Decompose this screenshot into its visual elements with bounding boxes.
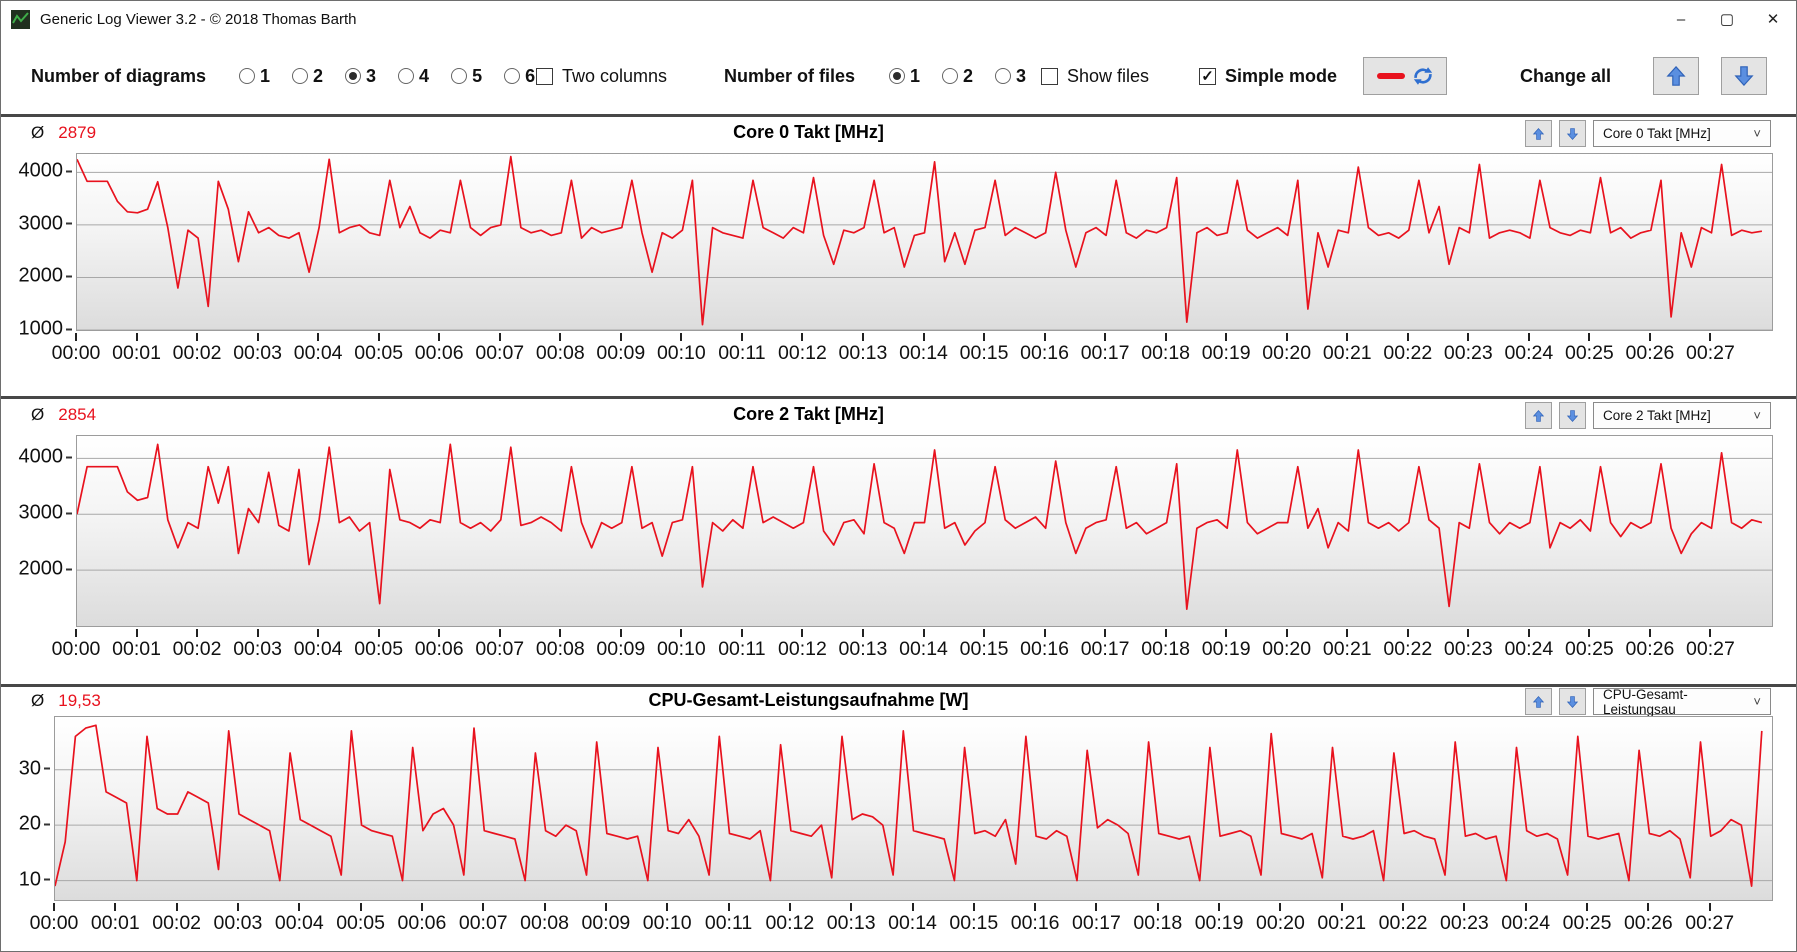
panel-header (1, 687, 1796, 715)
radio-circle-icon[interactable] (995, 68, 1011, 84)
x-axis-tick (1402, 903, 1404, 911)
x-axis-tick (75, 333, 77, 341)
x-axis-tick-label: 00:01 (90, 912, 140, 934)
x-axis-tick (1225, 333, 1227, 341)
x-axis-tick-label: 00:13 (826, 912, 876, 934)
show-files-checkbox[interactable]: Show files (1041, 38, 1149, 114)
x-axis-tick-label: 00:10 (642, 912, 692, 934)
x-axis-tick (983, 333, 985, 341)
panel-controls (1525, 120, 1771, 147)
y-axis (1, 716, 50, 901)
chart-canvas (77, 436, 1772, 626)
x-axis-tick-label: 00:25 (1564, 638, 1614, 660)
maximize-button[interactable]: ▢ (1704, 1, 1750, 37)
x-axis-tick-label: 00:00 (51, 342, 101, 364)
radio-diagrams-5[interactable] (451, 66, 482, 87)
x-axis-tick (1709, 629, 1711, 637)
x-axis-tick-label: 00:15 (959, 342, 1009, 364)
panel-controls (1525, 688, 1771, 715)
radio-option-label: 5 (472, 65, 483, 86)
x-axis-tick-label: 00:09 (596, 638, 646, 660)
y-axis-tick-label: 3000 (19, 502, 73, 525)
x-axis-tick (620, 333, 622, 341)
x-axis-tick-label: 00:06 (397, 912, 447, 934)
x-axis-tick (1165, 629, 1167, 637)
x-axis-tick-label: 00:00 (29, 912, 79, 934)
x-axis-tick (1588, 333, 1590, 341)
x-axis-tick (1034, 903, 1036, 911)
chart-panel-core0 (1, 114, 1796, 396)
x-axis-tick (1346, 629, 1348, 637)
radio-circle-icon[interactable] (889, 68, 905, 84)
sync-arrows-icon (1412, 65, 1434, 87)
radio-circle-icon[interactable] (239, 68, 255, 84)
x-axis-tick (114, 903, 116, 911)
x-axis-tick-label: 00:18 (1133, 912, 1183, 934)
x-axis-tick (973, 903, 975, 911)
x-axis-tick-label: 00:23 (1439, 912, 1489, 934)
x-axis-tick (559, 629, 561, 637)
data-series-line (77, 157, 1762, 325)
x-axis-tick (237, 903, 239, 911)
x-axis-tick-label: 00:02 (152, 912, 202, 934)
move-up-button[interactable] (1525, 120, 1552, 147)
chevron-down-icon: ˅ (1753, 126, 1761, 141)
x-axis-tick-label: 00:22 (1383, 638, 1433, 660)
y-axis-tick-label: 4000 (19, 160, 73, 183)
x-axis-tick (1528, 629, 1530, 637)
x-axis-tick-label: 00:12 (778, 342, 827, 364)
plot-area (54, 716, 1773, 901)
radio-diagrams-6[interactable] (504, 66, 535, 87)
panel-header (1, 399, 1796, 432)
change-all-label: Change all (1520, 65, 1612, 86)
x-axis-tick (360, 903, 362, 911)
x-axis-tick-label: 00:06 (414, 638, 464, 660)
x-axis-tick (1586, 903, 1588, 911)
data-series-line (77, 444, 1762, 609)
x-axis-tick-label: 00:15 (949, 912, 999, 934)
x-axis-tick-label: 00:20 (1256, 912, 1305, 934)
x-axis-tick (1279, 903, 1281, 911)
y-axis-tick-label: 2000 (19, 265, 73, 288)
x-axis-tick (1286, 629, 1288, 637)
radio-diagrams-1[interactable] (239, 66, 270, 87)
x-axis-tick-label: 00:10 (656, 342, 706, 364)
x-axis-tick (680, 629, 682, 637)
x-axis-tick-label: 00:04 (293, 638, 343, 660)
x-axis-tick (53, 903, 55, 911)
x-axis-tick (801, 629, 803, 637)
panel-controls (1525, 402, 1771, 429)
x-axis-tick (666, 903, 668, 911)
x-axis-tick (1467, 629, 1469, 637)
average-symbol: Ø (31, 405, 45, 424)
x-axis-tick-label: 00:16 (1020, 638, 1069, 660)
x-axis-tick-label: 00:05 (354, 638, 404, 660)
toolbar (1, 38, 1796, 114)
y-axis-tick-label: 20 (19, 813, 50, 836)
chart-canvas (55, 717, 1772, 900)
chart-panel-core2 (1, 396, 1796, 684)
x-axis-tick (482, 903, 484, 911)
arrow-up-icon (1532, 694, 1545, 710)
chart-panel-cpu-power (1, 684, 1796, 952)
x-axis-tick-label: 00:19 (1194, 912, 1244, 934)
average-value: 2879 (58, 123, 97, 142)
x-axis-tick (1528, 333, 1530, 341)
x-axis-tick (438, 333, 440, 341)
x-axis-tick (298, 903, 300, 911)
x-axis-tick-label: 00:06 (414, 342, 464, 364)
radio-diagrams-4[interactable] (398, 66, 429, 87)
x-axis-tick-label: 00:21 (1322, 342, 1372, 364)
panel-header (1, 117, 1796, 150)
x-axis (29, 901, 1773, 934)
radio-option-label: 3 (1016, 65, 1027, 86)
x-axis-tick (136, 629, 138, 637)
x-axis-tick (1346, 333, 1348, 341)
signal-select-dropdown[interactable] (1593, 120, 1771, 147)
x-axis-tick (741, 333, 743, 341)
x-axis-tick (680, 333, 682, 341)
chart-title: Core 2 Takt [MHz] (733, 404, 884, 424)
x-axis-tick-label: 00:20 (1262, 342, 1312, 364)
x-axis-tick-label: 00:19 (1201, 638, 1251, 660)
x-axis-tick (1709, 903, 1711, 911)
radio-diagrams-2[interactable] (292, 66, 323, 87)
average-value: 19,53 (58, 691, 101, 710)
radio-circle-icon[interactable] (345, 68, 361, 84)
x-axis-tick-label: 00:03 (233, 342, 282, 364)
x-axis-tick-label: 00:27 (1686, 638, 1735, 660)
x-axis-tick-label: 00:00 (51, 638, 101, 660)
move-down-button[interactable] (1559, 402, 1586, 429)
change-all-down-wrap (1721, 57, 1767, 95)
x-axis-tick (801, 333, 803, 341)
x-axis-tick-label: 00:22 (1383, 342, 1433, 364)
x-axis-tick-label: 00:07 (475, 342, 525, 364)
x-axis-tick (378, 333, 380, 341)
x-axis-tick (605, 903, 607, 911)
x-axis-tick-label: 00:18 (1141, 638, 1191, 660)
radio-option-label: 2 (313, 65, 324, 86)
x-axis-tick (1647, 903, 1649, 911)
x-axis-tick (317, 629, 319, 637)
radio-option-label: 4 (419, 65, 430, 86)
checkbox-icon[interactable] (536, 68, 553, 85)
arrow-up-icon (1532, 408, 1545, 424)
change-all-down-button[interactable] (1721, 57, 1767, 95)
chart-title: Core 0 Takt [MHz] (733, 122, 884, 142)
x-axis-tick (421, 903, 423, 911)
x-axis-tick-label: 00:10 (656, 638, 706, 660)
x-axis-tick-label: 00:14 (888, 912, 937, 934)
x-axis-tick-label: 00:01 (112, 342, 161, 364)
title-bar (1, 1, 1796, 38)
x-axis-tick (1649, 629, 1651, 637)
x-axis-tick (912, 903, 914, 911)
x-axis-tick (499, 333, 501, 341)
app-logo-icon (11, 10, 30, 29)
x-axis-tick-label: 00:03 (233, 638, 282, 660)
x-axis-tick (257, 629, 259, 637)
radio-diagrams-3[interactable] (345, 66, 376, 87)
move-up-button[interactable] (1525, 688, 1552, 715)
x-axis-tick-label: 00:12 (765, 912, 815, 934)
x-axis-tick-label: 00:24 (1504, 638, 1554, 660)
x-axis-tick-label: 00:27 (1685, 912, 1735, 934)
chart-canvas (77, 154, 1772, 330)
x-axis-tick-label: 00:16 (1020, 342, 1069, 364)
radio-files-2[interactable] (942, 66, 973, 87)
x-axis-tick (1044, 333, 1046, 341)
x-axis-tick (1407, 333, 1409, 341)
radio-option-label: 2 (963, 65, 974, 86)
change-all-up-button[interactable] (1653, 57, 1699, 95)
x-axis-tick (862, 629, 864, 637)
x-axis-tick-label: 00:02 (172, 342, 222, 364)
x-axis-tick (862, 333, 864, 341)
line-style-button-wrap (1363, 57, 1447, 95)
x-axis-tick (176, 903, 178, 911)
x-axis-tick-label: 00:14 (899, 342, 948, 364)
x-axis-tick (1341, 903, 1343, 911)
x-axis-tick (1095, 903, 1097, 911)
x-axis-tick-label: 00:12 (778, 638, 827, 660)
x-axis-tick (850, 903, 852, 911)
x-axis-tick (559, 333, 561, 341)
x-axis-tick (1165, 333, 1167, 341)
change-all-up-wrap (1653, 57, 1699, 95)
x-axis-tick-label: 00:03 (213, 912, 263, 934)
window-title: Generic Log Viewer 3.2 - © 2018 Thomas Barth (40, 11, 357, 28)
red-line-sample-icon (1377, 73, 1405, 79)
x-axis-tick (1104, 629, 1106, 637)
radio-circle-icon[interactable] (292, 68, 308, 84)
x-axis-tick (1463, 903, 1465, 911)
x-axis-tick (1044, 629, 1046, 637)
chart-title: CPU-Gesamt-Leistungsaufnahme [W] (648, 690, 969, 710)
window-controls (1658, 1, 1796, 37)
plot-area (76, 153, 1773, 331)
x-axis-tick-label: 00:25 (1564, 342, 1614, 364)
arrow-down-icon (1566, 126, 1579, 142)
x-axis-tick-label: 00:19 (1201, 342, 1251, 364)
arrow-down-icon (1566, 408, 1579, 424)
x-axis-tick-label: 00:18 (1141, 342, 1191, 364)
arrow-up-icon (1532, 126, 1545, 142)
x-axis-tick (499, 629, 501, 637)
x-axis-tick-label: 00:23 (1443, 638, 1493, 660)
y-axis-tick-label: 10 (19, 868, 50, 891)
x-axis-tick (1286, 333, 1288, 341)
x-axis-tick-label: 00:07 (475, 638, 525, 660)
x-axis-tick (923, 629, 925, 637)
move-down-button[interactable] (1559, 120, 1586, 147)
x-axis-tick-label: 00:08 (520, 912, 569, 934)
signal-select-value: Core 2 Takt [MHz] (1603, 408, 1711, 423)
x-axis-tick-label: 00:17 (1080, 638, 1130, 660)
x-axis-tick-label: 00:11 (718, 342, 766, 364)
radio-circle-icon[interactable] (398, 68, 414, 84)
minimize-button[interactable]: – (1658, 1, 1704, 37)
x-axis-tick (317, 333, 319, 341)
x-axis-tick-label: 00:07 (458, 912, 508, 934)
files-radio-group (889, 38, 1039, 114)
x-axis-tick (1104, 333, 1106, 341)
line-style-refresh-button[interactable] (1363, 57, 1447, 95)
x-axis (51, 331, 1773, 364)
x-axis-tick-label: 00:23 (1443, 342, 1493, 364)
x-axis-tick (923, 333, 925, 341)
radio-files-3[interactable] (995, 66, 1026, 87)
move-up-button[interactable] (1525, 402, 1552, 429)
signal-select-value: CPU-Gesamt-Leistungsau (1603, 686, 1688, 717)
x-axis-tick (196, 629, 198, 637)
y-axis-tick-label: 2000 (19, 558, 73, 581)
radio-files-1[interactable] (889, 66, 920, 87)
x-axis-tick (789, 903, 791, 911)
x-axis-tick (1588, 629, 1590, 637)
x-axis-tick-label: 00:05 (336, 912, 385, 934)
x-axis-tick (544, 903, 546, 911)
x-axis-tick (438, 629, 440, 637)
x-axis (51, 627, 1773, 660)
y-axis-tick-label: 30 (19, 757, 50, 780)
radio-option-label: 1 (910, 65, 921, 86)
close-button[interactable]: ✕ (1750, 1, 1796, 37)
average-symbol: Ø (31, 691, 45, 710)
x-axis-tick (1467, 333, 1469, 341)
x-axis-tick (1525, 903, 1527, 911)
x-axis-tick-label: 00:17 (1080, 342, 1130, 364)
x-axis-tick-label: 00:25 (1562, 912, 1612, 934)
radio-circle-icon[interactable] (451, 68, 467, 84)
x-axis-tick-label: 00:21 (1317, 912, 1367, 934)
average-value: 2854 (58, 405, 97, 424)
arrow-down-icon (1733, 64, 1755, 88)
x-axis-tick-label: 00:14 (899, 638, 948, 660)
average-symbol: Ø (31, 123, 45, 142)
x-axis-tick-label: 00:27 (1686, 342, 1735, 364)
chevron-down-icon: ˅ (1753, 694, 1761, 709)
arrow-down-icon (1566, 694, 1579, 710)
x-axis-tick-label: 00:21 (1322, 638, 1372, 660)
checkbox-icon[interactable] (1041, 68, 1058, 85)
x-axis-tick (1709, 333, 1711, 341)
x-axis-tick (1157, 903, 1159, 911)
x-axis-tick-label: 00:24 (1501, 912, 1551, 934)
x-axis-tick-label: 00:04 (293, 342, 343, 364)
x-axis-tick-label: 00:09 (581, 912, 631, 934)
x-axis-tick (378, 629, 380, 637)
y-axis (1, 153, 72, 340)
x-axis-tick-label: 00:11 (704, 912, 753, 934)
x-axis-tick-label: 00:08 (535, 342, 585, 364)
x-axis-tick-label: 00:26 (1625, 342, 1675, 364)
x-axis-tick (75, 629, 77, 637)
x-axis-tick-label: 00:17 (1072, 912, 1121, 934)
x-axis-tick (196, 333, 198, 341)
data-series-line (55, 725, 1762, 886)
x-axis-tick (1225, 629, 1227, 637)
diagrams-radio-group (239, 38, 548, 114)
radio-circle-icon[interactable] (942, 68, 958, 84)
move-down-button[interactable] (1559, 688, 1586, 715)
x-axis-tick (1218, 903, 1220, 911)
x-axis-tick-label: 00:02 (172, 638, 222, 660)
simple-mode-checkbox[interactable]: ✓ Simple mode (1199, 38, 1337, 114)
signal-select-value: Core 0 Takt [MHz] (1603, 126, 1711, 141)
x-axis-tick (728, 903, 730, 911)
radio-circle-icon[interactable] (504, 68, 520, 84)
signal-select-dropdown[interactable] (1593, 688, 1771, 715)
x-axis-tick-label: 00:26 (1623, 912, 1673, 934)
x-axis-tick (1649, 333, 1651, 341)
radio-option-label: 3 (366, 65, 377, 86)
two-columns-checkbox[interactable]: Two columns (536, 38, 667, 114)
checkbox-icon[interactable]: ✓ (1199, 68, 1216, 85)
x-axis-tick (983, 629, 985, 637)
signal-select-dropdown[interactable] (1593, 402, 1771, 429)
plot-area (76, 435, 1773, 627)
x-axis-tick-label: 00:11 (718, 638, 766, 660)
radio-option-label: 1 (260, 65, 271, 86)
x-axis-tick-label: 00:15 (959, 638, 1009, 660)
y-axis-tick-label: 3000 (19, 212, 73, 235)
x-axis-tick (257, 333, 259, 341)
chevron-down-icon: ˅ (1753, 408, 1761, 423)
x-axis-tick-label: 00:16 (1010, 912, 1060, 934)
x-axis-tick (620, 629, 622, 637)
x-axis-tick (741, 629, 743, 637)
x-axis-tick-label: 00:24 (1504, 342, 1554, 364)
x-axis-tick-label: 00:13 (838, 638, 888, 660)
radio-option-label: 6 (525, 65, 536, 86)
x-axis-tick-label: 00:22 (1378, 912, 1428, 934)
arrow-up-icon (1665, 64, 1687, 88)
x-axis-tick (136, 333, 138, 341)
diagrams-group-label: Number of diagrams (31, 65, 207, 86)
x-axis-tick (1407, 629, 1409, 637)
y-axis-tick-label: 1000 (19, 318, 73, 341)
x-axis-tick-label: 00:01 (112, 638, 161, 660)
x-axis-tick-label: 00:20 (1262, 638, 1312, 660)
x-axis-tick-label: 00:05 (354, 342, 404, 364)
x-axis-tick-label: 00:08 (535, 638, 585, 660)
x-axis-tick-label: 00:13 (838, 342, 888, 364)
files-group-label: Number of files (724, 65, 856, 86)
y-axis-tick-label: 4000 (19, 446, 73, 469)
x-axis-tick-label: 00:04 (274, 912, 324, 934)
y-axis (1, 435, 72, 627)
x-axis-tick-label: 00:09 (596, 342, 646, 364)
x-axis-tick-label: 00:26 (1625, 638, 1675, 660)
